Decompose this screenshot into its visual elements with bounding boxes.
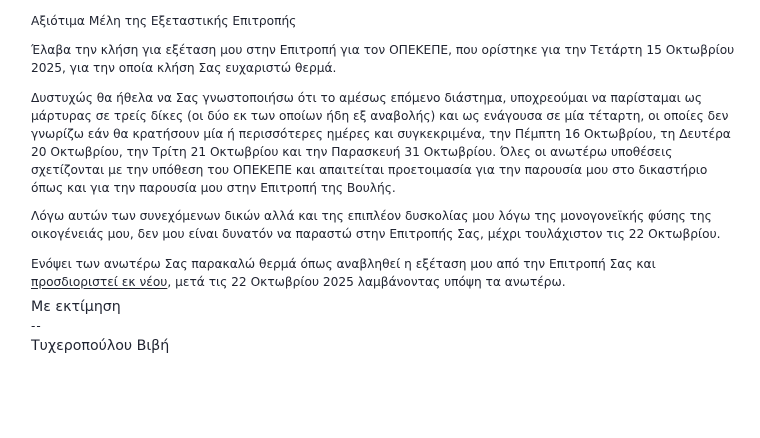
letter-body bbox=[31, 12, 743, 357]
request-text-start: Ενόψει των ανωτέρω Σας παρακαλώ θερμά όπως αναβληθεί η εξέταση μου από την Επιτροπή Σας και bbox=[31, 257, 656, 271]
reschedule-link[interactable]: προσδιοριστεί εκ νέου bbox=[31, 275, 168, 289]
signature-separator: -- bbox=[31, 319, 42, 333]
paragraph-unavailability: Λόγω αυτών των συνεχόμενων δικών αλλά και της επιπλέον δυσκολίας μου λόγω της μονογονεϊκής φύσης της οικογένειάς μου, δεν μου είναι δυνατόν να παραστώ στην Επιτροπής Σας, μέχρι τουλάχιστον τις 22 Οκτωβρίου. bbox=[31, 209, 721, 241]
paragraph-summons: Έλαβα την κλήση για εξέταση μου στην Επιτροπή για τον ΟΠΕΚΕΠΕ, που ορίστηκε για την Τετάρτη 15 Οκτωβρίου 2025, για την οποία κλήση Σας ευχαριστώ θερμά. bbox=[31, 43, 735, 75]
paragraph-trials: Δυστυχώς θα ήθελα να Σας γνωστοποιήσω ότι το αμέσως επόμενο διάστημα, υποχρεούμαι να παρίσταμαι ως μάρτυρας σε τρείς δίκες (οι δύο εκ των οποίων ήδη εξ αναβολής) και ως ενάγουσα σε μία τέταρτη, οι οποίες δεν γνωρίζω εάν θα κρατήσουν μία ή περισσότερες ημέρες και συγκεκριμένα, την Πέμπτη 16 Οκτωβρίου, τη Δευτέρα 20 Οκτωβρίου, την Τρίτη 21 Οκτωβρίου και την Παρασκευή 31 Οκτωβρίου. Όλες οι ανωτέρω υποθέσεις σχετίζονται με την υπόθεση του ΟΠΕΚΕΠΕ και απαιτείται προετοιμασία για την παρουσία μου στο δικαστήριο όπως και για την παρουσία μου στην Επιτροπή της Βουλής. bbox=[31, 91, 731, 195]
closing-phrase: Με εκτίμηση bbox=[31, 299, 121, 315]
paragraph-request bbox=[31, 255, 743, 291]
request-text-end: , μετά τις 22 Οκτωβρίου 2025 λαμβάνοντας υπόψη τα ανωτέρω. bbox=[167, 275, 566, 289]
signature-name: Τυχεροπούλου Βιβή bbox=[31, 338, 170, 354]
salutation: Αξιότιμα Μέλη της Εξεταστικής Επιτροπής bbox=[31, 14, 297, 28]
